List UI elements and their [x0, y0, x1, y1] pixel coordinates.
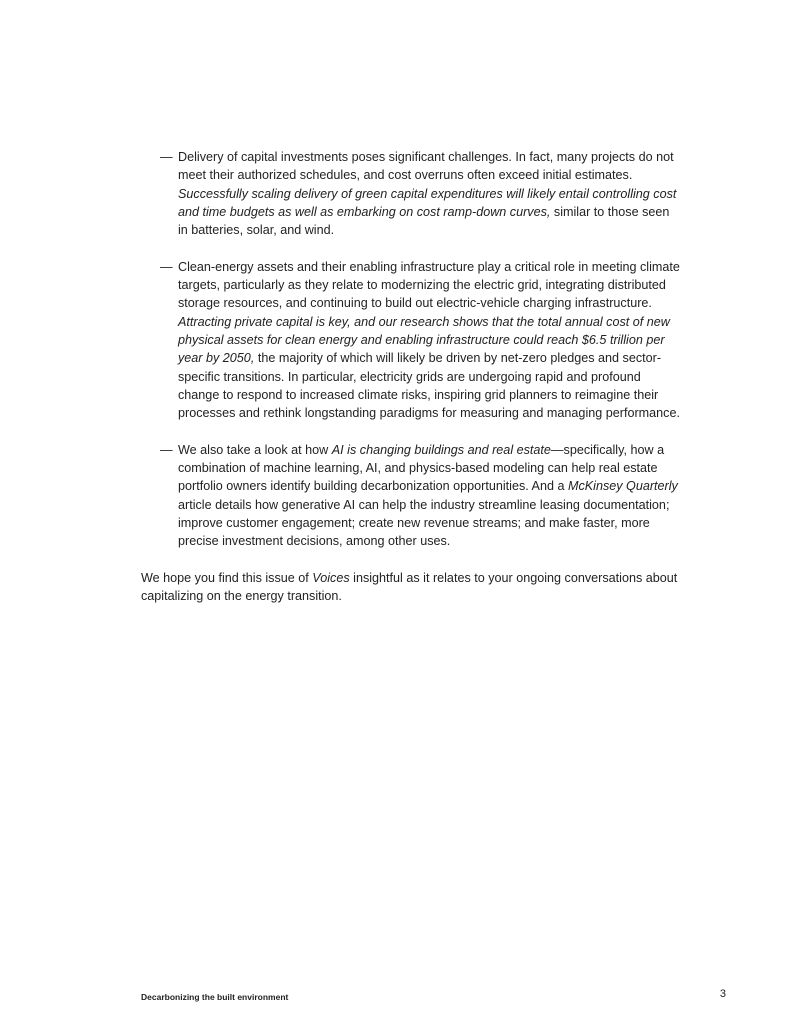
text-segment: —specifically, how a combination of machine learning, AI, and physics-based modeling can help real estate portfolio owners identify building decarbonization opportunities. And a: [178, 442, 665, 494]
text-segment: We hope you find this issue of: [141, 570, 313, 585]
text-segment-italic: AI is changing buildings and real estate: [331, 442, 551, 457]
bullet-dash: —: [160, 259, 173, 274]
bullet-text: [178, 150, 676, 237]
bullet-dash: —: [160, 150, 173, 164]
bullet-item: [141, 148, 681, 239]
text-segment: Delivery of capital investments poses significant challenges. In fact, many projects do not meet their authorized schedules, and cost overruns often exceed initial estimates.: [178, 150, 674, 183]
bullet-list: [141, 148, 681, 551]
bullet-dash: —: [160, 442, 173, 457]
text-segment-italic: McKinsey Quarterly: [567, 479, 678, 494]
text-segment-italic: Successfully scaling delivery of green capital expenditures will likely entail controlling cost and time budgets as well as embarking on cost ramp-down curves,: [178, 186, 677, 219]
text-segment: article details how generative AI can help the industry streamline leasing documentation; improve customer engagement; create new revenue streams; and make faster, more precise investment decisions, among other uses.: [178, 497, 670, 549]
closing-paragraph: [141, 569, 681, 606]
bullet-text: [178, 260, 680, 420]
bullet-item: [141, 441, 681, 551]
text-segment: the majority of which will likely be driven by net-zero pledges and sector-specific transitions. In particular, electricity grids are undergoing rapid and profound change to respond to increased climate risks, inspiring grid planners to reimagine their processes and rethink longstanding paradigms for measuring and managing performance.: [178, 351, 680, 421]
bullet-item: [141, 258, 681, 423]
page-number: 3: [719, 988, 726, 1000]
page-body: [141, 148, 681, 605]
text-segment-italic: Voices: [312, 570, 350, 585]
bullet-text: [178, 443, 678, 548]
text-segment: insightful as it relates to your ongoing conversations about capitalizing on the energy transition.: [141, 570, 678, 604]
footer-publication-title: Decarbonizing the built environment: [141, 992, 289, 1002]
text-segment-italic: Attracting private capital is key, and our research shows that the total annual cost of new physical assets for clean energy and enabling infrastructure could reach $6.5 trillion per year by 2050,: [178, 314, 670, 366]
text-segment: We also take a look at how: [178, 442, 332, 457]
text-segment: Clean-energy assets and their enabling infrastructure play a critical role in meeting climate targets, particularly as they relate to modernizing the electric grid, integrating distributed storage resources, and continuing to build out electric-vehicle charging infrastructure.: [178, 259, 680, 311]
text-segment: similar to those seen in batteries, solar, and wind.: [178, 204, 670, 238]
